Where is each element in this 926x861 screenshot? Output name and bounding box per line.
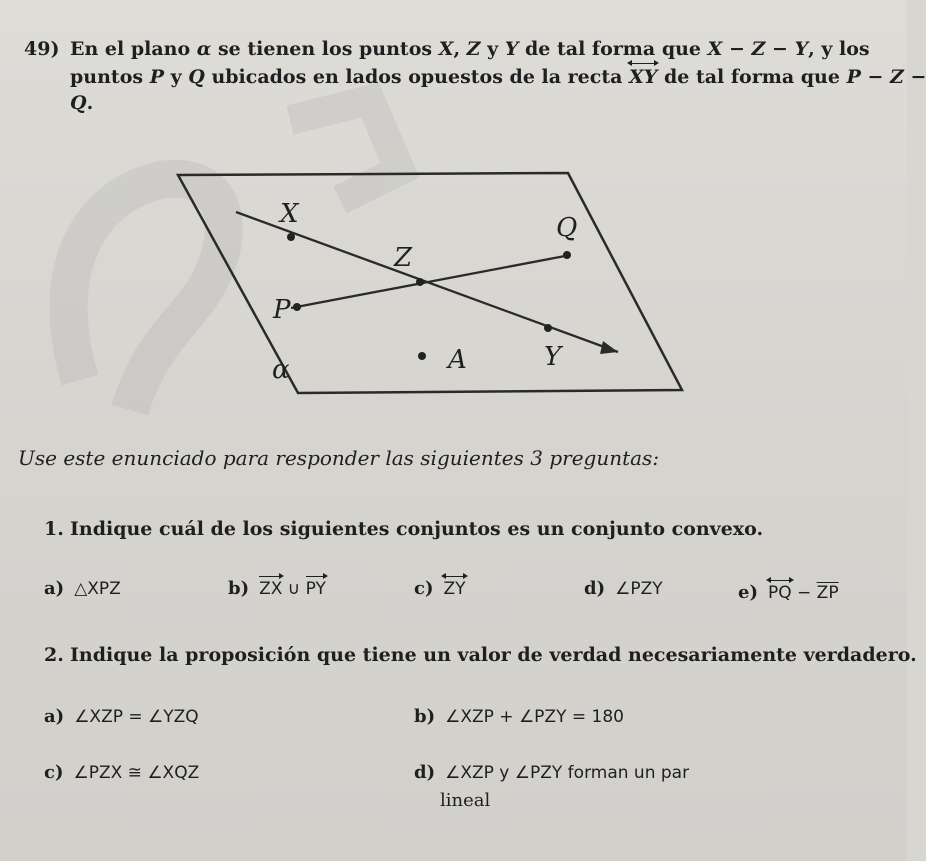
section-intro: Use este enunciado para responder las siguientes 3 preguntas:: [18, 446, 660, 470]
problem-line-3: Q.: [70, 92, 94, 114]
label-x: X: [280, 199, 299, 229]
point-p: [293, 303, 301, 311]
problem-line-2: puntos P y Q ubicados en lados opuestos de la recta XY de tal forma que P − Z −: [70, 66, 926, 88]
label-q: Q: [556, 213, 578, 243]
label-alpha: α: [272, 355, 290, 385]
segment-pq: [291, 256, 565, 308]
q1-option-c[interactable]: c) ZY: [414, 578, 466, 599]
q2-option-b[interactable]: b) ∠XZP + ∠PZY = 180: [414, 706, 624, 727]
q2-option-d[interactable]: d) ∠XZP y ∠PZY forman un par: [414, 762, 690, 783]
label-y: Y: [544, 342, 562, 372]
point-y: [544, 324, 552, 332]
question-1-text: Indique cuál de los siguientes conjuntos es un conjunto convexo.: [70, 518, 764, 540]
point-z: [416, 278, 424, 286]
q2-option-d-continued: lineal: [440, 790, 491, 811]
line-xy-arrow: [600, 341, 618, 354]
label-a: A: [448, 345, 467, 375]
q1-option-d[interactable]: d) ∠PZY: [584, 578, 663, 599]
label-p: P: [273, 295, 291, 325]
question-2-number: 2.: [44, 644, 64, 666]
problem-line-1: En el plano α se tienen los puntos X, Z y Y de tal forma que X − Z − Y, y los: [70, 38, 870, 60]
label-z: Z: [394, 243, 413, 273]
q2-option-a[interactable]: a) ∠XZP = ∠YZQ: [44, 706, 199, 727]
point-q: [563, 251, 571, 259]
question-2-text: Indique la proposición que tiene un valor de verdad necesariamente verdadero.: [70, 644, 917, 666]
point-a: [418, 352, 426, 360]
point-x: [287, 233, 295, 241]
q1-option-b[interactable]: b) ZX ∪ PY: [228, 578, 326, 599]
q2-option-c[interactable]: c) ∠PZX ≅ ∠XQZ: [44, 762, 200, 783]
question-1-number: 1.: [44, 518, 64, 540]
q1-option-e[interactable]: e) PQ − $\overline{ZP}$: [738, 582, 839, 603]
problem-number: 49): [24, 38, 60, 60]
q1-option-a[interactable]: a) △XPZ: [44, 578, 121, 599]
